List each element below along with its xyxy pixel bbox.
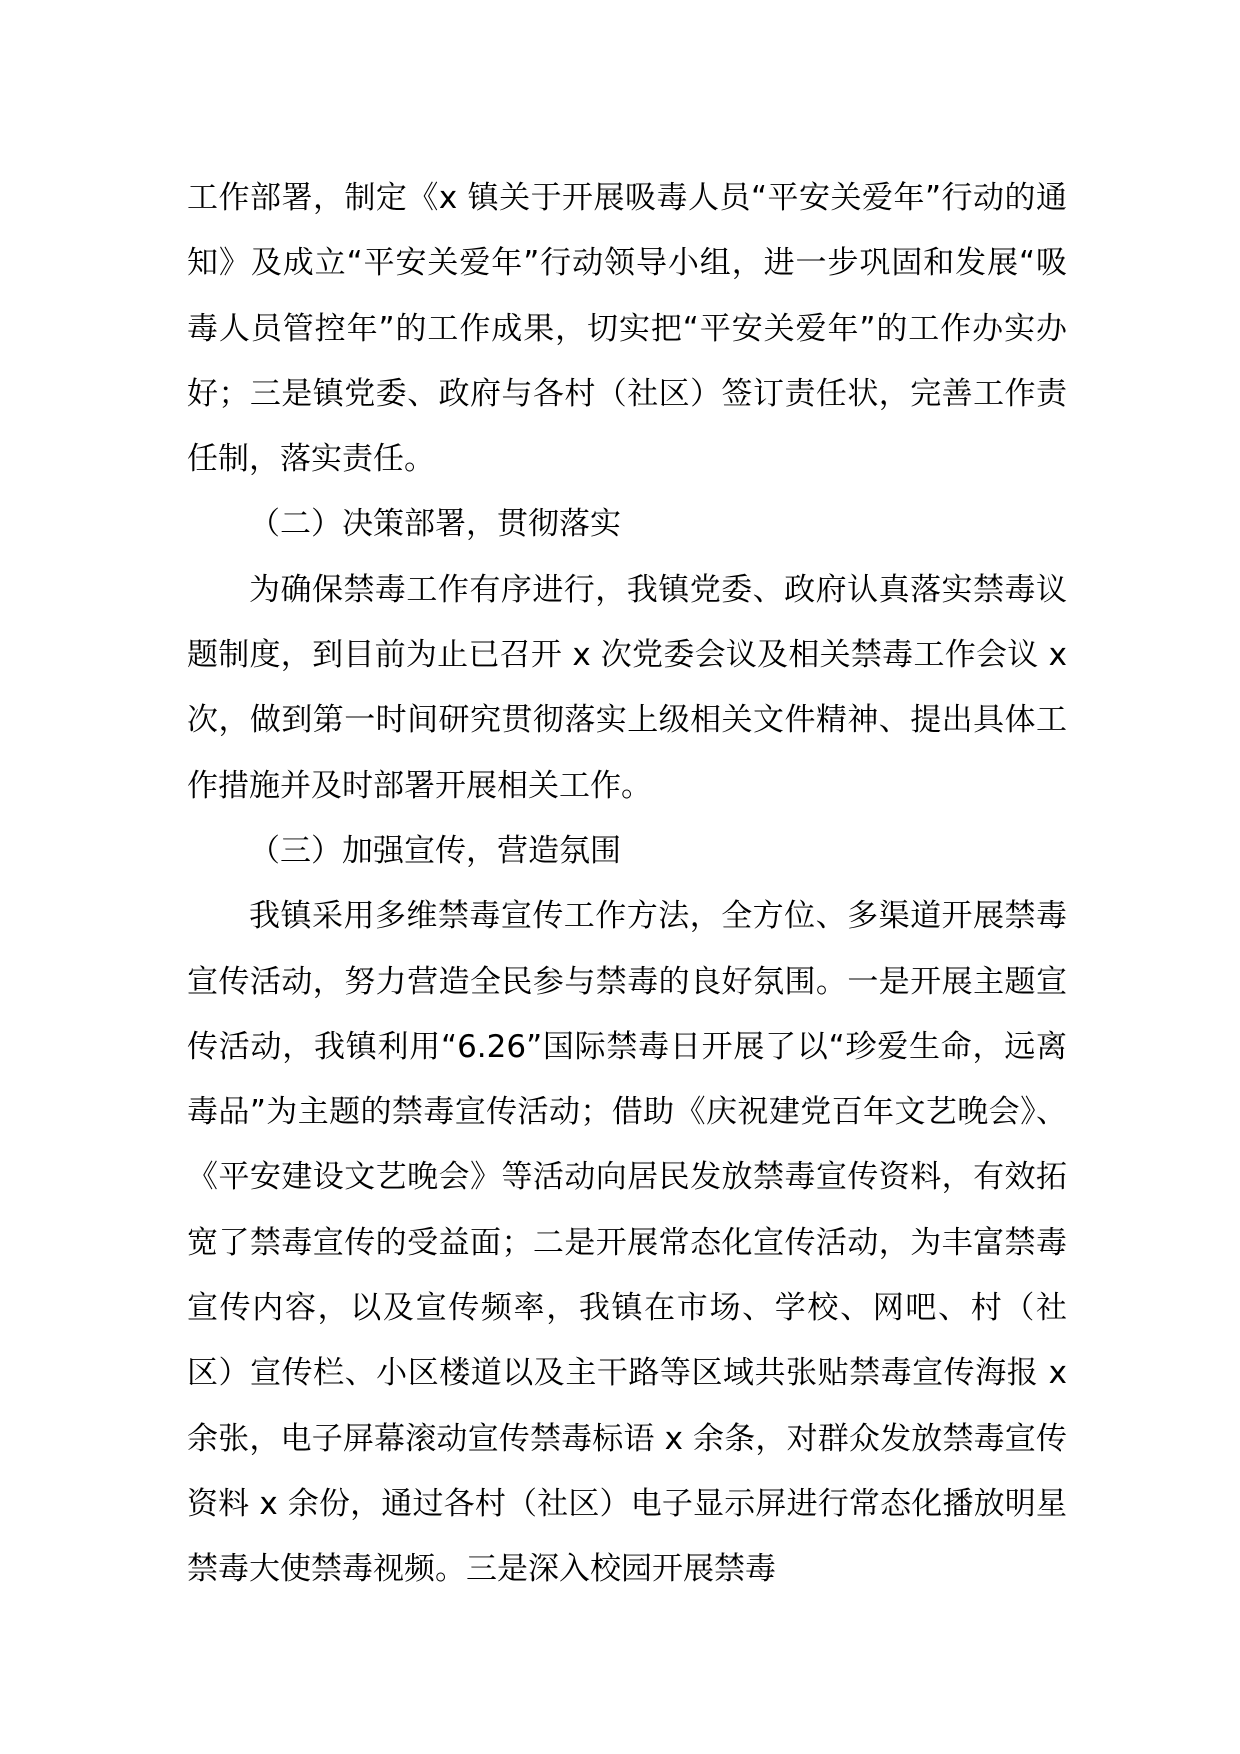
paragraph-publicity: 我镇采用多维禁毒宣传工作方法，全方位、多渠道开展禁毒宣传活动，努力营造全民参与禁毒的良好氛围。一是开展主题宣传活动，我镇利用“6.26”国际禁毒日开展了以“珍爱生命，远离毒品”为主题的禁毒宣传活动；借助《庆祝建党百年文艺晚会》、《平安建设文艺晚会》等活动向居民发放禁毒宣传资料，有效拓宽了禁毒宣传的受益面；二是开展常态化宣传活动，为丰富禁毒宣传内容，以及宣传频率，我镇在市场、学校、网吧、村（社区）宣传栏、小区楼道以及主干路等区域共张贴禁毒宣传海报 x 余张，电子屏幕滚动宣传禁毒标语 x 余条，对群众发放禁毒宣传资料 x 余份，通过各村（社区）电子显示屏进行常态化播放明星禁毒大使禁毒视频。三是深入校园开展禁毒 <box>187 898 1067 1588</box>
section-heading-2: （二）决策部署，贯彻落实 <box>249 506 621 543</box>
paragraph-decision-deployment: 为确保禁毒工作有序进行，我镇党委、政府认真落实禁毒议题制度，到目前为止已召开 x 次党委会议及相关禁毒工作会议 x 次，做到第一时间研究贯彻落实上级相关文件精神、提出具体工作措施并及时部署开展相关工作。 <box>187 571 1067 804</box>
section-heading-3: （三）加强宣传，营造氛围 <box>249 832 621 869</box>
document-body <box>187 166 1067 1603</box>
paragraph-work-deployment: 工作部署，制定《x 镇关于开展吸毒人员“平安关爱年”行动的通知》及成立“平安关爱年”行动领导小组，进一步巩固和发展“吸毒人员管控年”的工作成果，切实把“平安关爱年”的工作办实办好；三是镇党委、政府与各村（社区）签订责任状，完善工作责任制，落实责任。 <box>187 180 1067 478</box>
